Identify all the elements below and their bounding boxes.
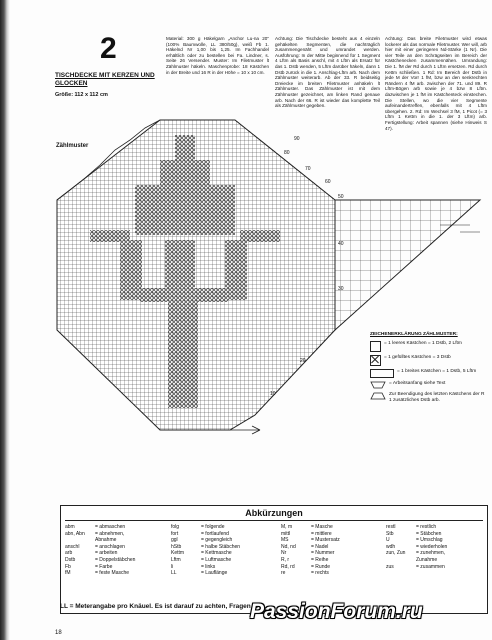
abbr-row [281, 570, 340, 577]
abbr-row [65, 564, 135, 571]
abbr-meaning: = Nadel [311, 543, 329, 550]
abbr-meaning: = Luftmasche [201, 556, 232, 563]
instructions-column-2: Achtung: Die Tischdecke besteht aus 4 einzeln gehäkelten Segmenten, die nachträglich zusammengenäht und umrandet werden. Ausführung: In der Mitte beginnend für 1 Segment 4 Lftm als Basis anschl, mit 4 Lftm als Ersatz für das 1. Dstb wenden, 5 Lftm darüber häkeln, dann 1 Dstb zurück in die 1. Anschlag-Lftm arb. Nach dem Zählmuster weiterarb. Ab der 33. R beidseitig Dreiecke im breiten Filetmuster anhäkeln lt Zählmuster. Das Zählmuster ist mit dem Zählmuster gezeichnet, am linken Rand genaue arb. Nach der 66. R ist wieder das komplette Teil als Zählmuster gegeben. [275, 36, 380, 109]
abbr-row [281, 524, 340, 531]
abbr-meaning: = wiederholen [416, 543, 448, 550]
abbr-row [65, 537, 135, 544]
abbr-meaning: = mittlere [311, 530, 332, 537]
abbr-meaning: = Lauflänge [201, 570, 228, 577]
abbr-meaning: = fortlaufend [201, 530, 229, 537]
legend-item-wide: = 1 breites Kästchen = 1 Dstb, 5 Lftm [370, 369, 488, 378]
abbr-row [65, 570, 135, 577]
abbr-key: anschl [65, 543, 80, 550]
abbr-key: R, r [281, 556, 290, 563]
abbr-row [65, 531, 135, 538]
svg-text:30: 30 [338, 286, 344, 292]
filled-square-icon [370, 355, 381, 366]
wide-square-icon [370, 369, 394, 378]
abbr-key: ggl [171, 537, 178, 544]
abbr-column-4 [386, 524, 447, 570]
abbr-meaning: = Reihe [311, 556, 329, 563]
svg-text:70: 70 [305, 166, 311, 172]
abbr-row [281, 557, 340, 564]
abbr-key: Dstb [65, 556, 76, 563]
svg-text:60: 60 [325, 179, 331, 185]
abbr-key: hStb [171, 543, 182, 550]
abbr-row [386, 531, 447, 538]
abbr-column-3 [281, 524, 340, 577]
abbr-key: restl [386, 524, 396, 530]
abbr-row [65, 550, 135, 557]
svg-text:10: 10 [270, 391, 276, 397]
abbr-meaning: = Runde [311, 563, 331, 570]
abbr-key: Rd, rd [281, 563, 295, 570]
svg-text:40: 40 [338, 241, 344, 247]
svg-text:80: 80 [284, 150, 290, 156]
abbr-row [65, 557, 135, 564]
abbr-key: Kettm [171, 550, 185, 557]
abbr-meaning: = restlich [416, 524, 437, 530]
abbr-key: U [386, 537, 390, 544]
abbr-key: fM [65, 570, 71, 577]
svg-text:20: 20 [300, 358, 306, 364]
abbr-row [171, 557, 240, 564]
abbr-key: li [171, 563, 174, 570]
abbr-key: wdh [386, 543, 396, 550]
abbr-key: Nd, nd [281, 543, 296, 550]
start-marker-icon [370, 381, 386, 389]
chart-label: Zählmuster [56, 143, 89, 149]
abbr-meaning: = links [201, 563, 216, 570]
footer-note: LL = Meterangabe pro Knäuel. Es ist darauf zu achten, Fragen ... [60, 603, 258, 610]
abbr-meaning: = abnehmen, [95, 530, 125, 537]
watermark-logo: PassionForum.ru [250, 600, 423, 623]
abbr-key: Lftm [171, 556, 181, 563]
abbr-row [386, 564, 447, 571]
abbr-meaning: = Farbe [95, 563, 113, 570]
abbr-column-2 [171, 524, 240, 577]
abbr-meaning: = Masche [311, 524, 333, 530]
instructions-column-3: Achtung: Das breite Filetmuster wird etwas lockerer als das normale Filetmuster. Wer will, arb hier mit einer geringeren Nd-Stärke (1 Nr). Die vier Teile an den Schrägseiten im Bereich der Kästchenecken zusammennähen. Umrandung: Die 1. fM der Rd durch 1 Lftm ersetzen. Rd durch Kettm schließen. 1 Rd: Im Bereich der Dstb in jede M der Vorr 1 fM, bzw an den senkrechten Rändern 4 fM arb. zwischen der 71. und 89. R Lftm-Bögen arb sowie je 4 bzw 8 Lftm. dazwischen je 1 fM im Kästchenteck einstechen. Die Stellen, wo die vier Segmente aufeinandertreffen, ebenfalls mit 4 Lftm übergehen. 2. Rd: Im Wechsel 3 fM, 1 Picot (= 3 Lftm 1 Kettm in die 1. der 3 Lftm) arb. Fertigstellung: Arbeit spannen (siehe Hinweis S 47). [385, 36, 487, 131]
svg-text:50: 50 [338, 194, 344, 200]
abbr-key: mittl [281, 530, 291, 537]
abbr-meaning: = arbeiten [95, 550, 118, 557]
abbr-key: folg [171, 524, 180, 530]
abbr-row [171, 531, 240, 538]
abbr-row [65, 524, 135, 531]
abbr-key: arb [65, 550, 73, 557]
abbreviations-title: Abkürzungen [245, 508, 303, 518]
abbr-row [171, 550, 240, 557]
legend-title: ZEICHENERKLÄRUNG ZÄHLMUSTER: [370, 332, 458, 337]
abbr-column-1 [65, 524, 135, 577]
instructions-column-1: Material: 300 g Häkelgarn „Anchor Lu-na 20" (100% Baumwolle, LL 380/50g), weiß Fb 1. Häkelnd Nr 1,00 bis 1,25. Im Fachhandel erhältlich oder zu bestellen bei Fa. Lindner, s. Seite 26 Versender. Muster: Im Filetmuster lt Zählmuster häkeln. Maschenprobe: 18 Kästchen in der Breite und 16 R in der Höhe = 10 x 10 cm. [166, 36, 269, 75]
abbr-key: MS [281, 537, 289, 544]
abbr-key: Fb [65, 563, 71, 570]
legend-item-filled: = 1 gefülltes Kästchen = 3 Dstb [370, 355, 488, 366]
legend-item-start: = Arbeitsanfang siehe Text [370, 381, 488, 389]
abbr-row [281, 550, 340, 557]
abbr-row [386, 524, 447, 531]
abbr-meaning: = feste Masche [95, 570, 130, 577]
abbr-meaning: = Kettmasche [201, 550, 232, 557]
abbr-meaning: = Doppelstäbchen [95, 556, 136, 563]
abbr-row [171, 570, 240, 577]
abbr-meaning: = folgende [201, 524, 225, 530]
abbr-meaning: Zunahme [416, 556, 438, 563]
abbr-key: M, m [281, 524, 293, 530]
abbr-key: fort [171, 530, 179, 537]
abbr-meaning: = Mustersatz [311, 537, 340, 544]
abbr-key: re [281, 570, 286, 577]
abbr-row [281, 531, 340, 538]
abbr-meaning: = rechts [311, 570, 329, 577]
abbr-key: Stb [386, 530, 394, 537]
pattern-number: 2 [100, 32, 117, 65]
legend-item-empty: = 1 leeres Kästchen = 1 Dstb, 2 Lftm [370, 341, 488, 352]
chart-legend [370, 332, 488, 406]
pattern-size: Größe: 112 x 112 cm [55, 92, 108, 98]
abbr-key: LL [171, 570, 177, 577]
abbr-row [281, 564, 340, 571]
abbr-meaning: = abmaschen [95, 524, 126, 530]
abbr-meaning: = halbe Stäbchen [201, 543, 241, 550]
abbr-meaning: = gegengleich [201, 537, 233, 544]
end-marker-icon [370, 392, 386, 400]
abbr-key: zus [386, 563, 394, 570]
abbr-row [386, 550, 447, 557]
chart-wide-triangle [335, 200, 480, 330]
abbr-row [65, 544, 135, 551]
abbr-row [171, 524, 240, 531]
abbreviations-box [60, 505, 488, 614]
abbr-row [171, 564, 240, 571]
page-number: 18 [55, 630, 62, 636]
abbr-row [386, 537, 447, 544]
abbr-key [65, 537, 95, 544]
abbr-meaning: = zunehmen, [416, 550, 446, 557]
abbr-key: Nr [281, 550, 287, 557]
abbr-row [171, 544, 240, 551]
abbr-row [386, 557, 447, 564]
svg-text:90: 90 [294, 136, 300, 142]
abbr-key: abn, Abn [65, 530, 85, 537]
abbreviations-divider [65, 520, 483, 521]
abbr-meaning: = zusammen [416, 563, 445, 570]
abbr-row [281, 544, 340, 551]
abbr-row [386, 544, 447, 551]
legend-item-end: Zur Beendigung des letzten Kästchens der R 1 zusätzliches Dstb arb. [370, 392, 488, 404]
pattern-title: TISCHDECKE MIT KERZEN UND GLOCKEN [55, 72, 155, 87]
empty-square-icon [370, 341, 381, 352]
abbr-row [171, 537, 240, 544]
abbr-key: abm [65, 524, 75, 530]
abbr-key [386, 557, 416, 564]
abbr-row [281, 537, 340, 544]
abbr-meaning: = anschlagen [95, 543, 125, 550]
abbr-meaning: = Nummer [311, 550, 335, 557]
abbr-key: zun, Zun [386, 550, 406, 557]
abbr-meaning: = Stäbchen [416, 530, 442, 537]
abbr-meaning: = Umschlag [416, 537, 443, 544]
abbr-meaning: Abnahme [95, 537, 117, 544]
